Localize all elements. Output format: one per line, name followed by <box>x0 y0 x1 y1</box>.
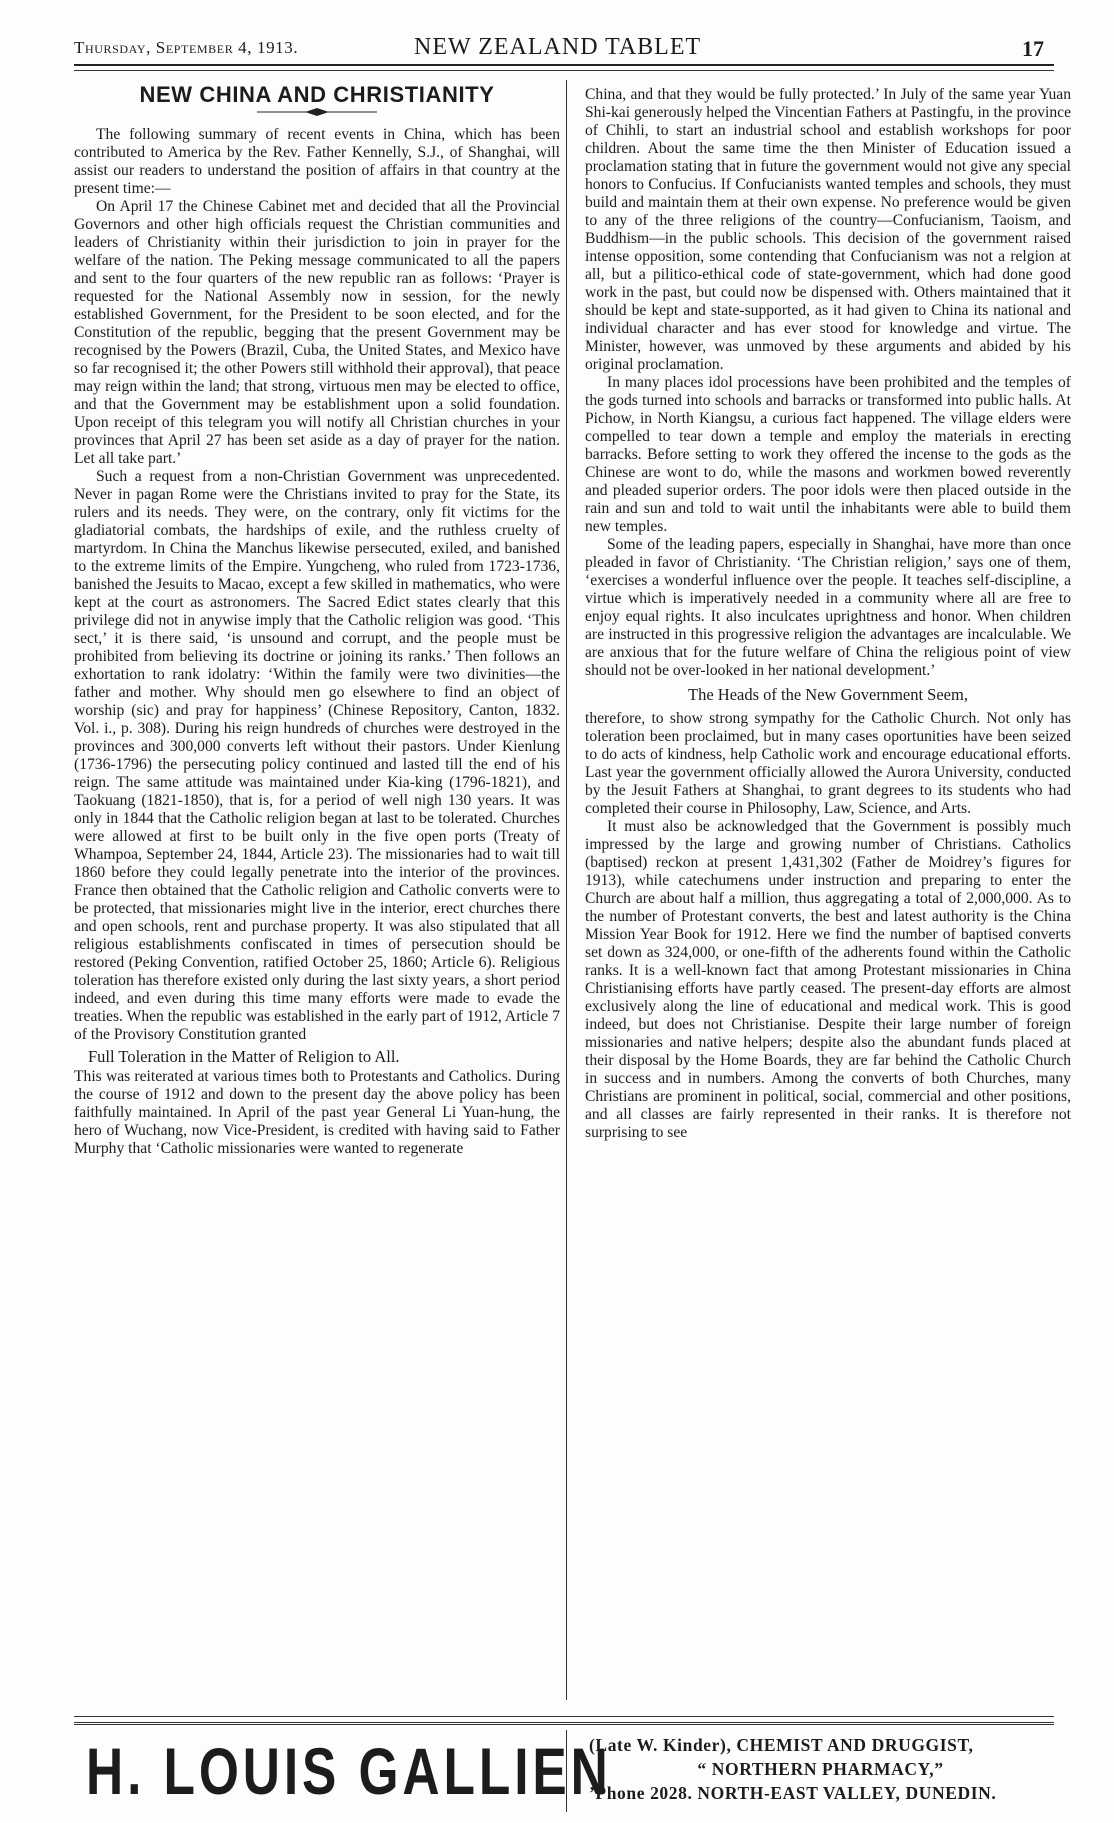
masthead-rule <box>74 70 1054 71</box>
right-paragraphs-before <box>585 86 1071 680</box>
article-column-left <box>74 82 560 1158</box>
footer-rule <box>74 1716 1054 1717</box>
article-paragraph: It must also be acknowledged that the Government is possibly much impressed by the large and growing number of Christians. Catholics (baptised) reckon at present 1,431,302 (Father de Moidrey’s figures for 1913), while catechumens under instruction and preparing to enter the Church are about half a million, thus aggregating a total of 2,000,000. As to the number of Protestant converts, the best and latest authority is the China Mission Year Book for 1912. Here we find the number of baptised converts set down as 324,000, or one-fifth of the adherents found within the Catholic ranks. It is a well-known fact that among Protestant missionaries in China Christianising efforts have partly ceased. The present-day efforts are almost exclusively along the line of educational and medical work. This is good indeed, but does not Christianise. Despite their large number of foreign missionaries and native helpers; despite also the abundant funds placed at their disposal by the Home Boards, they are far behind the Catholic Church in success and in numbers. Among the converts of both Churches, many Christians are prominent in political, social, commercial and other positions, and all classes are fairly represented in their ranks. It is therefore not surprising to see <box>585 818 1071 1141</box>
article-paragraph: The following summary of recent events in China, which has been contributed to America by the Rev. Father Kennelly, S.J., of Shanghai, will assist our readers to understand the position of affairs in that country at the present time:— <box>74 126 560 197</box>
advertiser-name: H. LOUIS GALLIEN <box>86 1734 612 1808</box>
article-paragraph: therefore, to show strong sympathy for the Catholic Church. Not only has toleration been proclaimed, but in many cases oportunities have been seized to do acts of kindness, help Catholic work and encourage educational efforts. Last year the government officially allowed the Aurora University, conducted by the Jesuit Fathers at Shanghai, to grant degrees to its students who had completed their course in Philosophy, Law, Science, and Arts. <box>585 710 1071 817</box>
right-paragraphs-after <box>585 710 1071 1142</box>
article-paragraph: China, and that they would be fully protected.’ In July of the same year Yuan Shi-kai generously helped the Vincentian Fathers at Pastingfu, in the province of Chihli, to start an industrial school and establish workshops for poor children. About the same time the then Minister of Education issued a proclamation stating that in future the government would not give any special honors to Confucius. If Confucianists wanted temples and schools, they must build and maintain them at their own expense. No preference would be given to any of the three religions of the country—Confucianism, Taoism, and Buddhism—in the public schools. This decision of the government raised intense opposition, some contending that Confucianism was not a relgion at all, but a pilitico-ethical code of state-government, which had done good work in the past, but could now be dispensed with. Others maintained that it should be kept and state-supported, as it had given to China its national and individual character and has ever stood for knowledge and virtue. The Minister, however, was unmoved by these arguments and abided by his original proclamation. <box>585 86 1071 373</box>
article-paragraph: Some of the leading papers, especially in Shanghai, have more than once pleaded in favor of Christianity. ‘The Christian religion,’ says one of them, ‘exercises a wonderful influence over the people. It teaches self-discipline, a virtue which is imperatively needed in a community where all are free to enjoy equal rights. It also inculcates uprightness and honor. When children are instructed in this progressive religion the advantages are incalculable. We are anxious that for the future welfare of China the religious point of view should not be over-looked in her national development.’ <box>585 536 1071 679</box>
article-headline: NEW CHINA AND CHRISTIANITY <box>139 82 495 107</box>
ad-line-3: ’Phone 2028. NORTH-EAST VALLEY, DUNEDIN. <box>589 1783 997 1803</box>
page-number: 17 <box>1022 36 1044 61</box>
masthead <box>74 34 1054 66</box>
article-paragraph: Such a request from a non-Christian Government was unprecedented. Never in pagan Rome were the Christians invited to pray for the State, its rulers and its needs. They were, on the contrary, only fit victims for the gladiatorial combats, the hardships of exile, and the ruthless cruelty of martyrdom. In China the Manchus likewise persecuted, exiled, and banished to the extreme limits of the Empire. Yungcheng, who ruled from 1723-1736, banished the Jesuits to Macao, except a few skilled in mathematics, who were kept at the court as astronomers. The Sacred Edict states clearly that this privilege did not in anywise imply that the Catholic religion was good. ‘This sect,’ it is there said, ‘is unsound and corrupt, and the people must be prohibited from believing its doctrine or joining its ranks.’ Then follows an exhortation to rank idolatry: ‘Within the family were two divinities—the father and mother. Why should men go elsewhere to find an object of worship (sic) and pray for happiness’ (Chinese Repository, Canton, 1832. Vol. i., p. 308). During his reign hundreds of churches were destroyed in the provinces and 300,000 converts left without their pastors. Under Kienlung (1736-1796) the persecuting policy continued and lasted till the end of his reign. The same attitude was maintained under Kia-king (1796-1821), and Taokuang (1821-1850), that is, for a period of well nigh 130 years. It was only in 1844 that the Catholic religion began at last to be tolerated. Churches were allowed at first to be built only in the five open ports (Treaty of Whampoa, September 24, 1844, Article 23). The missionaries had to wait till 1860 before they could legally penetrate into the interior of the provinces. France then obtained that the Catholic religion and Catholic converts were to be protected, that missionaries might live in the interior, erect churches there and open schools, rent and purchase property. It was also stipulated that all religious establishments confiscated in times of persecution should be restored (Peking Convention, ratified October 25, 1860; Article 6). Religious toleration has therefore existed only during the last sixty years, a short period indeed, and even during this time many efforts were made to evade the treaties. When the republic was established in the early part of 1912, Article 7 of the Provisory Constitution granted <box>74 468 560 1043</box>
publication-title: NEW ZEALAND TABLET <box>414 34 702 60</box>
left-paragraphs <box>74 126 560 1044</box>
left-subhead: Full Toleration in the Matter of Religion to All. <box>88 1047 400 1066</box>
ad-divider <box>566 1730 567 1812</box>
column-divider <box>566 80 567 1700</box>
footer-double-rule <box>74 1722 1054 1725</box>
article-paragraph: On April 17 the Chinese Cabinet met and decided that all the Provincial Governors and other high officials request the Christian communities and leaders of Christianity within their jurisdiction to join in prayer for the welfare of the nation. The Peking message communicated to all the papers and sent to the four quarters of the new republic ran as follows: ‘Prayer is requested for the National Assembly now in session, for the newly established Government, for the President to be soon elected, and for the Constitution of the republic, begging that the present Government may be recognised by the Powers (Brazil, Cuba, the United States, and Mexico have so far recognised it; the other Powers still withhold their approval), that peace may reign within the land; that strong, virtuous men may be elected to office, and that the Government may be establishment upon a solid foundation. Upon receipt of this telegram you will notify all Christian churches in your provinces that April 27 has been set aside as a day of prayer for the nation. Let all take part.’ <box>74 198 560 467</box>
right-subhead: The Heads of the New Government Seem, <box>688 685 968 704</box>
advertiser-details <box>583 1733 1058 1805</box>
issue-date: Thursday, September 4, 1913. <box>74 38 299 57</box>
ad-line-1: (Late W. Kinder), CHEMIST AND DRUGGIST, <box>589 1735 974 1755</box>
left-continuation-paragraph: This was reiterated at various times both to Protestants and Catholics. During the course of 1912 and down to the present day the above policy has been faithfully maintained. In April of the past year General Li Yuan-hung, the hero of Wuchang, now Vice-President, is credited with having said to Father Murphy that ‘Catholic missionaries were wanted to regenerate <box>74 1068 560 1157</box>
ad-line-2: “ NORTHERN PHARMACY,” <box>697 1759 944 1779</box>
headline-ornament-icon <box>257 108 377 116</box>
article-column-right <box>585 86 1071 1142</box>
article-paragraph: In many places idol processions have been prohibited and the temples of the gods turned into schools and barracks or transformed into public halls. At Pichow, in North Kiangsu, a curious fact happened. The village elders were compelled to tear down a temple and employ the materials in erecting barracks. Before setting to work they offered the incense to the gods as the Chinese are wont to do, while the masons and workmen bowed reverently and pleaded superior orders. The poor idols were then placed outside in the rain and sun and told to wait until the inhabitants were able to build them new temples. <box>585 374 1071 535</box>
